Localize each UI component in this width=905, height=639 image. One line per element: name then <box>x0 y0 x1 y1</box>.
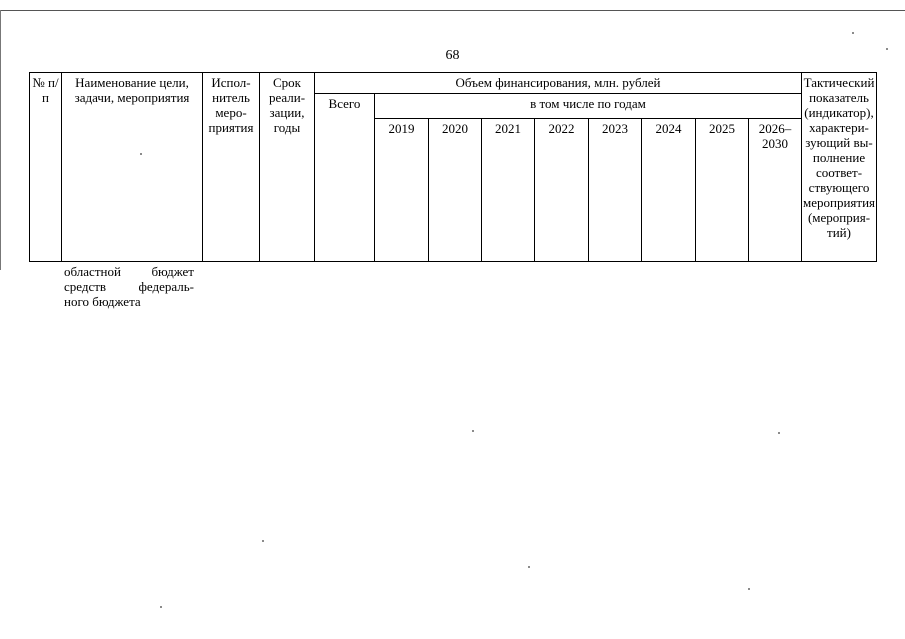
scan-speck <box>472 430 474 432</box>
page-number: 68 <box>445 48 460 63</box>
year-2021: 2021 <box>482 119 535 262</box>
year-2023: 2023 <box>589 119 642 262</box>
header-row-1 <box>30 73 877 94</box>
page-top-border <box>0 10 905 11</box>
funding-table <box>29 72 877 262</box>
header-indicator: Тактический показатель (индикатор), характери-зующий вы-полнение соответ-ствующего мероприятия (мероприя-тий) <box>802 73 877 262</box>
year-2019: 2019 <box>375 119 429 262</box>
year-2022: 2022 <box>535 119 589 262</box>
scan-speck <box>160 606 162 608</box>
year-2024: 2024 <box>642 119 696 262</box>
header-num: № п/п <box>30 73 62 262</box>
scan-speck <box>852 32 854 34</box>
scan-speck <box>886 48 888 50</box>
scan-speck <box>262 540 264 542</box>
header-name: Наименование цели, задачи, мероприятия <box>62 73 203 262</box>
year-2020: 2020 <box>429 119 482 262</box>
scan-speck <box>528 566 530 568</box>
scan-speck <box>140 153 142 155</box>
header-executor: Испол-нитель меро-приятия <box>203 73 260 262</box>
header-funding: Объем финансирования, млн. рублей <box>315 73 802 94</box>
year-2025: 2025 <box>696 119 749 262</box>
year-2026-2030: 2026–2030 <box>749 119 802 262</box>
continuation-line: областной бюджет <box>64 264 194 279</box>
table-continuation-text <box>64 264 194 309</box>
scan-speck <box>748 588 750 590</box>
continuation-line: ного бюджета <box>64 294 141 309</box>
header-term: Срок реали-зации, годы <box>260 73 315 262</box>
scan-speck <box>778 432 780 434</box>
continuation-line: средств федераль- <box>64 279 194 294</box>
header-by-years: в том числе по годам <box>375 94 802 119</box>
header-total: Всего <box>315 94 375 262</box>
